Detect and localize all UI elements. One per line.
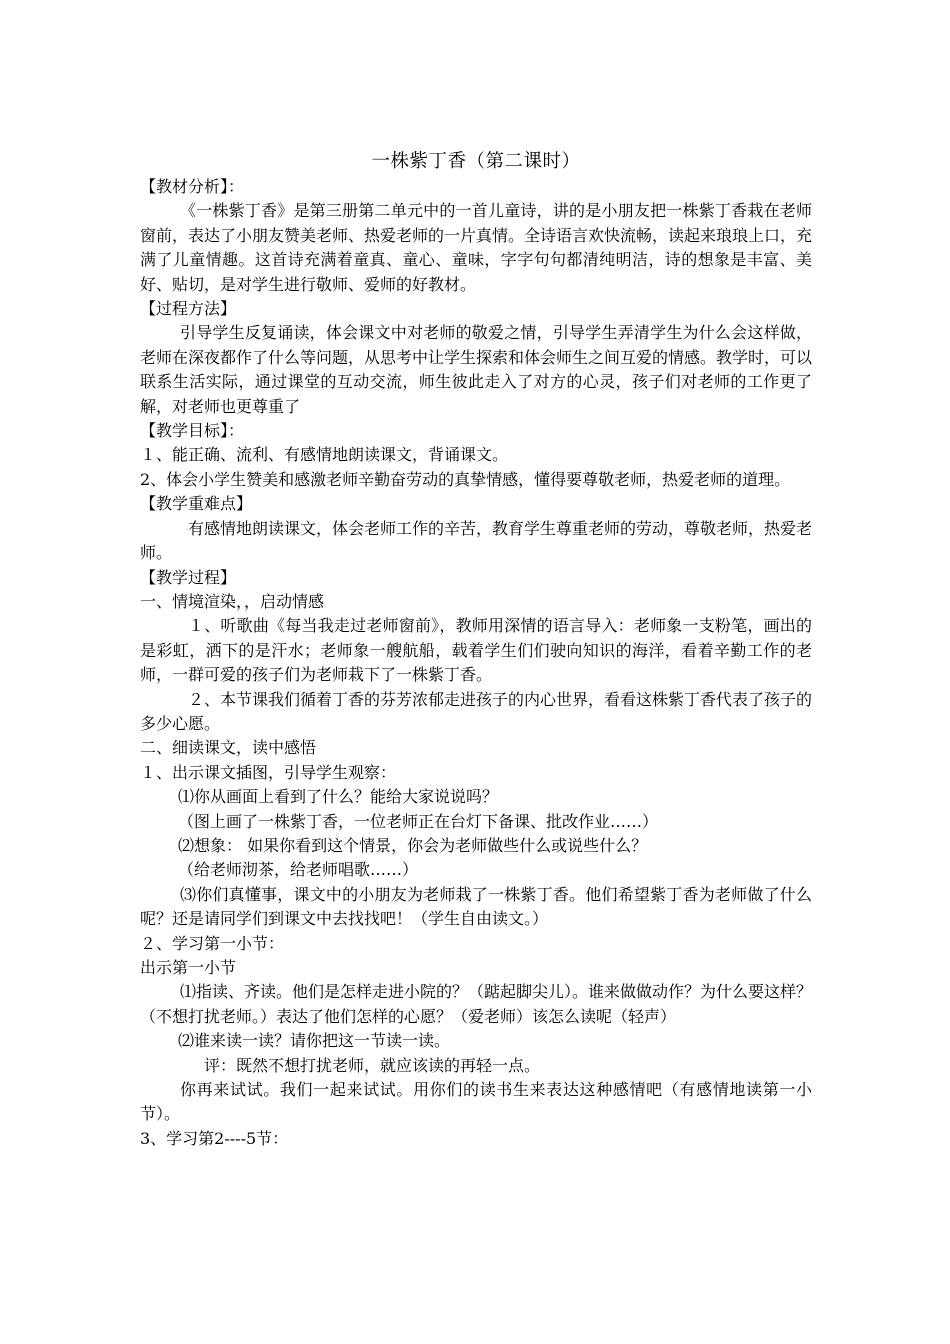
paragraph: 引导学生反复诵读，体会课文中对老师的敬爱之情，引导学生弄清学生为什么会这样做，老师在深夜都作了什么等问题，从思考中让学生探索和体会师生之间互爱的情感。教学时，可以联系生活实际，通过课堂的互动交流，师生彼此走入了对方的心灵，孩子们对老师的工作更了解，对老师也更尊重了 — [140, 323, 813, 416]
paragraph: ２、本节课我们循着丁香的芬芳浓郁走进孩子的内心世界，看看这株紫丁香代表了孩子的多少心愿。 — [140, 689, 813, 733]
paragraph: ⑴指读、齐读。他们是怎样走进小院的？（踮起脚尖儿）。谁来做做动作？为什么要这样？（不想打扰老师。）表达了他们怎样的心愿？（爱老师）该怎么读呢（轻声） — [140, 982, 813, 1026]
paragraph: 二、细读课文，读中感悟 — [140, 738, 317, 758]
paragraph: （给老师沏茶，给老师唱歌……） — [178, 860, 419, 880]
paragraph: （图上画了一株紫丁香，一位老师正在台灯下备课、批改作业……） — [178, 811, 659, 831]
paragraph: ⑵谁来读一读？请你把这一节读一读。 — [178, 1031, 451, 1051]
paragraph: ２、学习第一小节： — [140, 933, 285, 953]
paragraph: ⑵想象： 如果你看到这个情景，你会为老师做些什么或说些什么？ — [178, 835, 648, 855]
paragraph: 《一株紫丁香》是第三册第二单元中的一首儿童诗，讲的是小朋友把一株紫丁香栽在老师窗前，表达了小朋友赞美老师、热爱老师的一片真情。全诗语言欢快流畅，读起来琅琅上口，充满了儿童情趣。这首诗充满着童真、童心、童味，字字句句都清纯明洁，诗的想象是丰富、美好、贴切，是对学生进行敬师、爱师的好教材。 — [140, 201, 813, 294]
paragraph: １、出示课文插图，引导学生观察： — [140, 762, 397, 782]
paragraph: 【教材分析】： — [140, 177, 245, 196]
paragraph: １、听歌曲《每当我走过老师窗前》，教师用深情的语言导入：老师象一支粉笔，画出的是彩虹，洒下的是汗水；老师象一艘航船，载着学生们们驶向知识的海洋，看着辛勤工作的老师，一群可爱的孩子们为老师栽下了一株紫丁香。 — [140, 616, 812, 685]
paragraph: ⑶你们真懂事，课文中的小朋友为老师栽了一株紫丁香。他们希望紫丁香为老师做了什么呢？还是请同学们到课文中去找找吧！（学生自由读文。） — [140, 884, 812, 929]
paragraph: 【过程方法】 — [140, 299, 237, 319]
paragraph: 有感情地朗读课文，体会老师工作的辛苦，教育学生尊重老师的劳动，尊敬老师，热爱老师。 — [140, 518, 813, 563]
document-page — [140, 148, 812, 1151]
paragraph: ⑴你从画面上看到了什么？能给大家说说吗？ — [178, 787, 499, 807]
paragraph: 评：既然不想打扰老师，就应该读的再轻一点。 — [204, 1055, 541, 1075]
document-title: 一株紫丁香（第二课时） — [371, 151, 581, 172]
paragraph: 【教学过程】 — [140, 567, 237, 587]
paragraph: 3、学习第2----5节： — [140, 1128, 289, 1148]
paragraph: 出示第一小节 — [140, 958, 237, 977]
paragraph: 【教学目标】： — [140, 421, 245, 441]
paragraph: 2、体会小学生赞美和感激老师辛勤奋劳动的真挚情感，懂得要尊敬老师，热爱老师的道理。 — [140, 469, 791, 489]
paragraph: 你再来试试。我们一起来试试。用你们的读书生来表达这种感情吧（有感情地读第一小节）。 — [140, 1080, 812, 1124]
paragraph: 【教学重难点】 — [140, 494, 253, 514]
paragraph: １、能正确、流利、有感情地朗读课文，背诵课文。 — [140, 445, 509, 465]
paragraph: 一、情境渲染，，启动情感 — [140, 591, 325, 611]
document-body — [140, 175, 812, 1151]
